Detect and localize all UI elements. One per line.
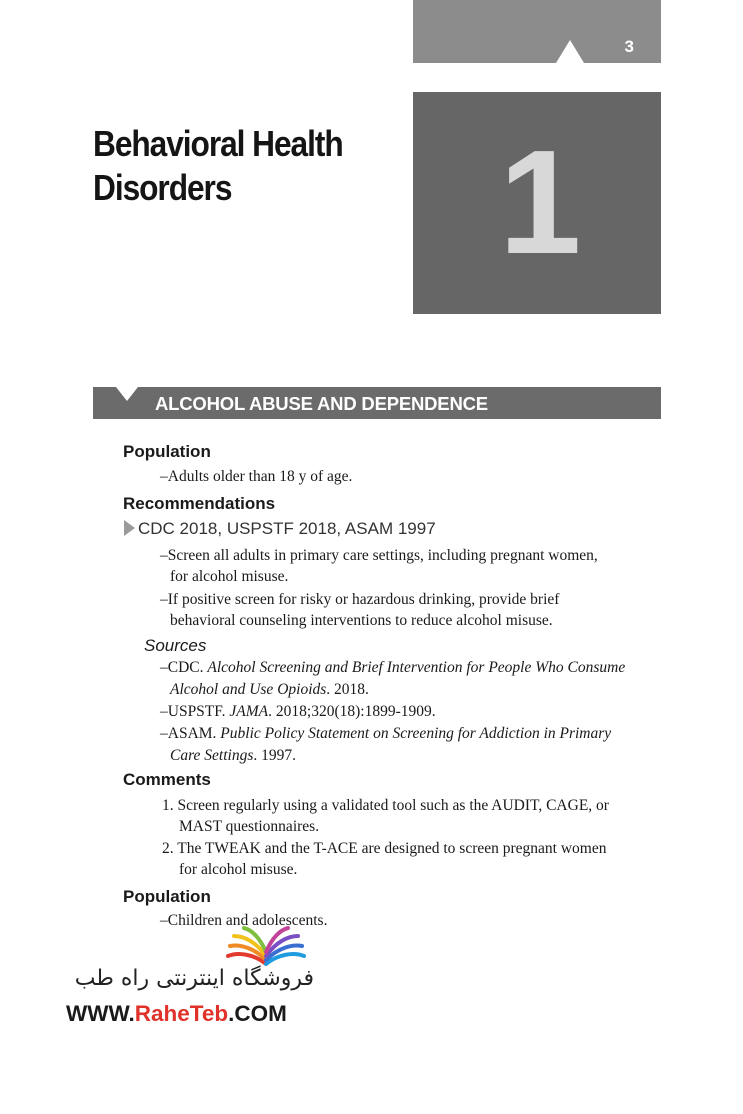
watermark-persian-text: فروشگاه اینترنتی راه طب	[74, 966, 314, 991]
comment-2-line-1: 2. The TWEAK and the T-ACE are designed to screen pregnant women	[162, 840, 607, 857]
population-heading-2: Population	[123, 887, 211, 906]
source-uspstf-journal: JAMA	[229, 703, 269, 720]
recommendation-source	[124, 517, 436, 541]
source-uspstf	[160, 701, 436, 723]
page-header-tab	[413, 0, 661, 63]
recommendation-1-line-2: for alcohol misuse.	[170, 568, 289, 585]
population-heading: Population	[123, 442, 211, 461]
source-cdc-line-2	[170, 679, 369, 701]
source-asam-title-1: Public Policy Statement on Screening for Addiction in Primary	[220, 725, 612, 742]
source-uspstf-suffix: . 2018;320(18):1899-1909.	[268, 703, 436, 720]
chapter-title-line-2: Disorders	[93, 167, 232, 208]
banner-notch	[116, 387, 138, 401]
comment-1-line-2: MAST questionnaires.	[179, 818, 320, 835]
source-asam-suffix: . 1997.	[253, 747, 297, 764]
recommendation-1-line-1: –Screen all adults in primary care settings, including pregnant women,	[160, 547, 598, 564]
source-cdc-prefix: –CDC.	[160, 659, 208, 676]
source-cdc-title-2: Alcohol and Use Opioids	[170, 681, 327, 698]
source-cdc-line-1	[160, 657, 625, 679]
comment-1-line-1: 1. Screen regularly using a validated tool such as the AUDIT, CAGE, or	[162, 797, 609, 814]
recommendation-2-line-1: –If positive screen for risky or hazardous drinking, provide brief	[160, 591, 560, 608]
section-banner	[93, 387, 661, 419]
header-notch	[556, 40, 584, 63]
population-text: –Adults older than 18 y of age.	[160, 468, 353, 485]
chapter-title	[93, 122, 357, 210]
sources-heading: Sources	[144, 636, 207, 655]
watermark-site-brand: RaheTeb	[134, 1001, 229, 1026]
source-asam-line-1	[160, 723, 611, 745]
source-asam-line-2	[170, 745, 296, 767]
recommendation-source-label: CDC 2018, USPSTF 2018, ASAM 1997	[138, 519, 436, 538]
chapter-number-box	[413, 92, 661, 314]
comment-2-line-2: for alcohol misuse.	[179, 861, 298, 878]
source-cdc-title-1: Alcohol Screening and Brief Intervention for People Who Consume	[207, 659, 626, 676]
recommendation-2-line-2: behavioral counseling interventions to reduce alcohol misuse.	[170, 612, 553, 629]
triangle-bullet-icon	[124, 520, 135, 536]
comments-heading: Comments	[123, 770, 211, 789]
source-asam-prefix: –ASAM.	[160, 725, 221, 742]
chapter-number: 1	[499, 120, 582, 285]
watermark-site-prefix: WWW.	[66, 1001, 135, 1026]
chapter-title-line-1: Behavioral Health	[93, 123, 343, 164]
section-title: ALCOHOL ABUSE AND DEPENDENCE	[155, 393, 488, 414]
source-cdc-suffix: . 2018.	[326, 681, 369, 698]
recommendations-heading: Recommendations	[123, 494, 276, 513]
source-asam-title-2: Care Settings	[170, 747, 254, 764]
page-number: 3	[624, 37, 634, 56]
watermark-site-suffix: .COM	[228, 1001, 287, 1026]
source-uspstf-prefix: –USPSTF.	[160, 703, 230, 720]
population-text-2: –Children and adolescents.	[160, 912, 328, 929]
watermark-website	[66, 1000, 287, 1028]
